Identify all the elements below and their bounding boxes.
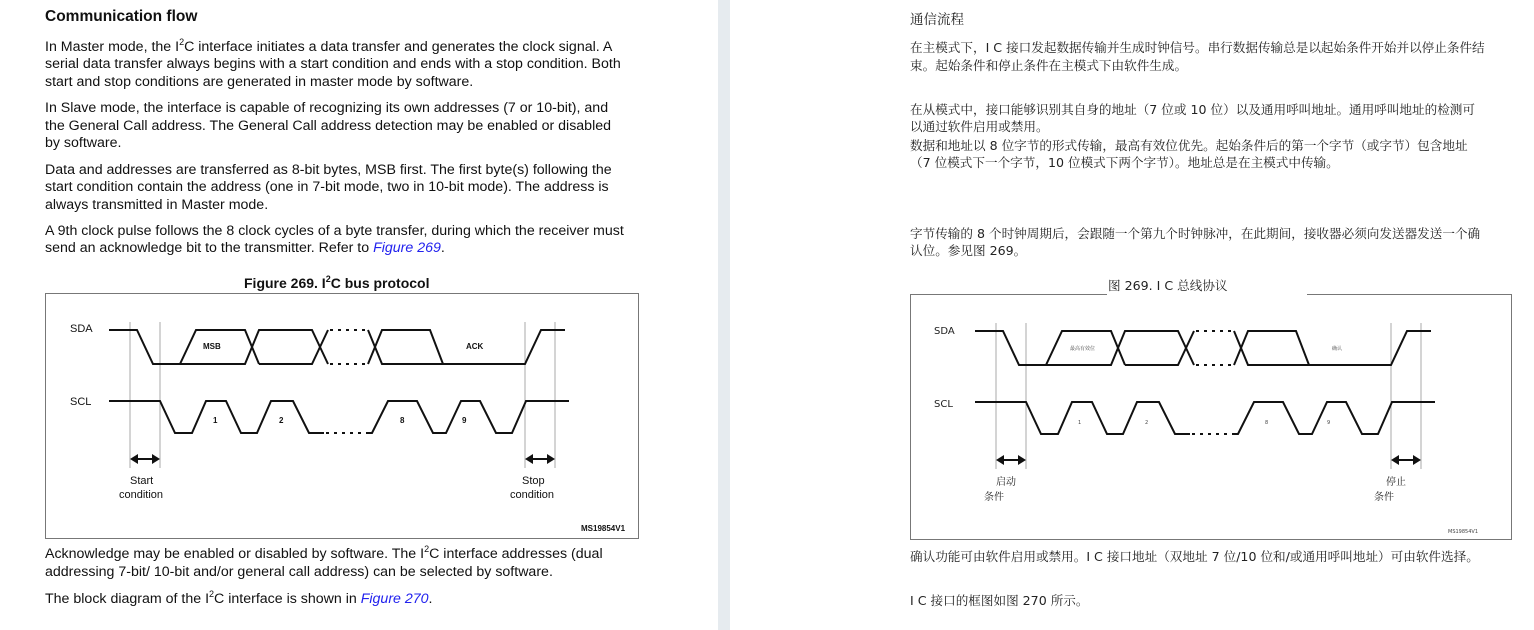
paragraph-line: I C 接口的框图如图 270 所示。 — [910, 593, 1089, 608]
clock-number: 2 — [1145, 420, 1149, 426]
sda-label: SDA — [70, 323, 93, 335]
paragraph-line: by software. — [45, 135, 122, 151]
paragraph-line: 字节传输的 8 个时钟周期后，会跟随一个第九个时钟脉冲，在此期间，接收器必须向发送器发送一个确 — [910, 226, 1481, 241]
paragraph-line: Data and addresses are transferred as 8-bit bytes, MSB first. The first byte(s) following the — [45, 162, 612, 178]
figure-270-link[interactable]: Figure 270 — [360, 591, 429, 607]
clock-number: 8 — [1265, 420, 1269, 426]
stop-label: 条件 — [1374, 492, 1394, 503]
paragraph-line: In Master mode, the $I^2C$ interface initiates a data transfer and generates the clock signal. A — [45, 37, 613, 55]
sda-label: SDA — [934, 326, 955, 337]
msb-label: MSB — [203, 342, 221, 351]
paragraph-line: start and stop conditions are generated in master mode by software. — [45, 74, 474, 90]
figure-ref-code: MS19854V1 — [1448, 529, 1478, 535]
paragraph-line: 认位。参见图 269。 — [910, 243, 1027, 258]
paragraph-line: 束。起始条件和停止条件在主模式下由软件生成。 — [910, 58, 1188, 73]
paragraph-line: always transmitted in Master mode. — [45, 197, 269, 213]
paragraph-line: 确认功能可由软件启用或禁用。I C 接口地址（双地址 7 位/10 位和/或通用呼叫地址）可由软件选择。 — [910, 549, 1479, 564]
paragraph-line: 在主模式下，I C 接口发起数据传输并生成时钟信号。串行数据传输总是以起始条件开始并以停止条件结 — [910, 40, 1485, 55]
ack-label: 确认 — [1332, 346, 1343, 352]
paragraph-line: the General Call address. The General Call address detection may be enabled or disabled — [45, 118, 611, 134]
timing-waveforms — [975, 323, 1435, 469]
sda-line — [975, 331, 1431, 365]
figure-title: 图 269. I C 总线协议 — [1108, 278, 1228, 293]
paragraph-line: serial data transfer always begins with a start condition and ends with a stop condition. Both — [45, 56, 621, 72]
sda-dots — [1196, 331, 1234, 365]
ack-label: ACK — [466, 342, 484, 351]
stop-label: 停止 — [1386, 477, 1406, 488]
paragraph-line: addressing 7-bit/ 10-bit and/or general call address) can be selected by software. — [45, 564, 553, 580]
start-label: 条件 — [984, 492, 1004, 503]
paragraph-line: A 9th clock pulse follows the 8 clock cycles of a byte transfer, during which the receiver must — [45, 223, 624, 239]
paragraph-line: （7 位模式下一个字节，10 位模式下两个字节）。地址总是在主模式中传输。 — [910, 155, 1339, 170]
paragraph-line: The block diagram of the $I^2C$ interface is shown in Figure 270. — [45, 589, 433, 607]
section-heading: Communication flow — [45, 8, 198, 25]
stop-label: condition — [510, 489, 555, 501]
start-label: condition — [119, 489, 164, 501]
figure-title: Figure 269. $I^2C$ bus protocol — [244, 274, 430, 291]
clock-number: 9 — [462, 416, 467, 425]
paragraph-line: Acknowledge may be enabled or disabled by software. The $I^2C$ interface addresses (dual — [45, 544, 603, 562]
clock-number: 8 — [400, 416, 405, 425]
stop-label: Stop — [522, 475, 545, 487]
paragraph-line: In Slave mode, the interface is capable of recognizing its own addresses (7 or 10-bit), and — [45, 100, 609, 116]
clock-number: 2 — [279, 416, 284, 425]
scl-line — [975, 402, 1435, 434]
paragraph-line: 在从模式中，接口能够识别其自身的地址（7 位或 10 位）以及通用呼叫地址。通用呼叫地址的检测可 — [910, 102, 1475, 117]
figure-ref-code: MS19854V1 — [581, 524, 626, 533]
paragraph-line: start condition contain the address (one in 7-bit mode, two in 10-bit mode). The address is — [45, 179, 609, 195]
scl-label: SCL — [70, 396, 92, 408]
msb-label: 最高有效位 — [1070, 346, 1096, 352]
section-heading: 通信流程 — [910, 12, 964, 28]
scl-label: SCL — [934, 399, 953, 410]
paragraph-line: 以通过软件启用或禁用。 — [910, 119, 1049, 134]
figure-269-link[interactable]: Figure 269 — [373, 240, 441, 256]
paragraph-line: 数据和地址以 8 位字节的形式传输，最高有效位优先。起始条件后的第一个字节（或字节）包含地址 — [910, 138, 1468, 153]
paragraph-line: send an acknowledge bit to the transmitter. Refer to Figure 269. — [45, 240, 445, 256]
start-label: 启动 — [996, 477, 1016, 488]
clock-number: 1 — [1078, 420, 1082, 426]
start-label: Start — [130, 475, 154, 487]
clock-number: 9 — [1327, 420, 1331, 426]
clock-number: 1 — [213, 416, 218, 425]
